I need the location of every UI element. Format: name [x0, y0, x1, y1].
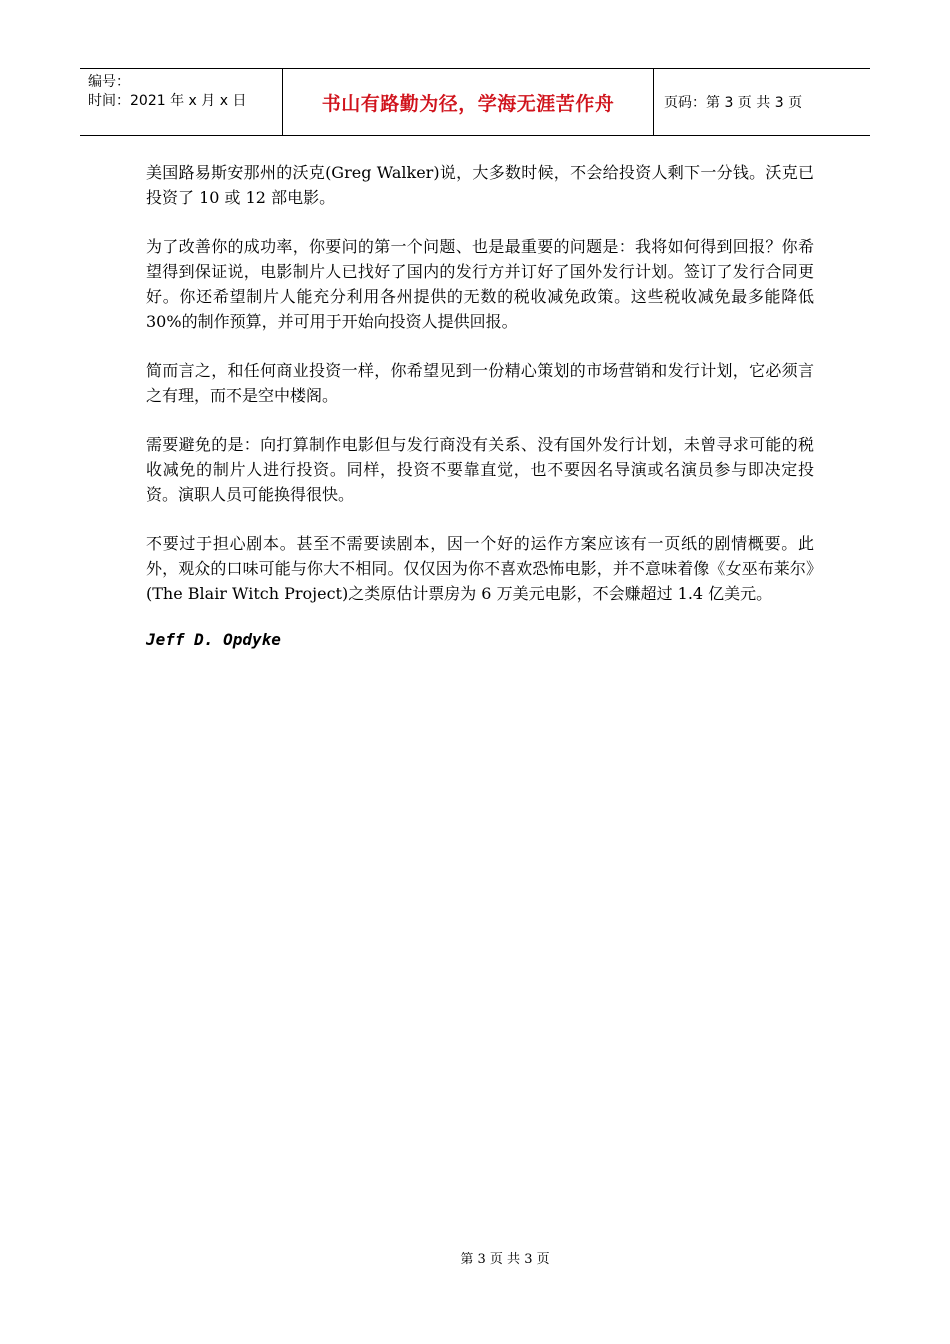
header-motto-cell — [282, 69, 654, 135]
body-paragraph: 简而言之，和任何商业投资一样，你希望见到一份精心策划的市场营销和发行计划，它必须言之有理，而不是空中楼阁。 — [146, 361, 814, 405]
body-paragraph: 美国路易斯安那州的沃克(Greg Walker)说，大多数时候，不会给投资人剩下一分钱。沃克已投资了 10 或 12 部电影。 — [146, 163, 814, 207]
page-header — [80, 68, 870, 136]
page-footer — [0, 1248, 950, 1267]
author-signature: Jeff D. Opdyke — [146, 630, 281, 649]
document-date: 时间：2021 年 x 月 x 日 — [88, 93, 247, 109]
footer-page-number: 第 3 页 共 3 页 — [460, 1252, 550, 1267]
header-page-cell — [654, 69, 870, 135]
document-code-label: 编号： — [88, 74, 130, 90]
header-meta-cell — [80, 69, 282, 135]
header-page-info: 页码：第 3 页 共 3 页 — [664, 95, 803, 111]
body-paragraph: 需要避免的是：向打算制作电影但与发行商没有关系、没有国外发行计划，未曾寻求可能的税收减免的制片人进行投资。同样，投资不要靠直觉，也不要因名导演或名演员参与即决定投资。演职人员可能换得很快。 — [146, 435, 814, 504]
header-motto: 书山有路勤为径，学海无涯苦作舟 — [321, 92, 615, 115]
document-body — [146, 160, 814, 649]
body-paragraph: 为了改善你的成功率，你要问的第一个问题、也是最重要的问题是：我将如何得到回报？你希望得到保证说，电影制片人已找好了国内的发行方并订好了国外发行计划。签订了发行合同更好。你还希望制片人能充分利用各州提供的无数的税收减免政策。这些税收减免最多能降低 30%的制作预算，并可用于开始向投资人提供回报。 — [146, 237, 814, 331]
body-paragraph: 不要过于担心剧本。甚至不需要读剧本，因一个好的运作方案应该有一页纸的剧情概要。此外，观众的口味可能与你大不相同。仅仅因为你不喜欢恐怖电影，并不意味着像《女巫布莱尔》(The Blair Witch Project)之类原估计票房为 6 万美元电影，不会赚超过 1.4 亿美元。 — [146, 534, 814, 603]
